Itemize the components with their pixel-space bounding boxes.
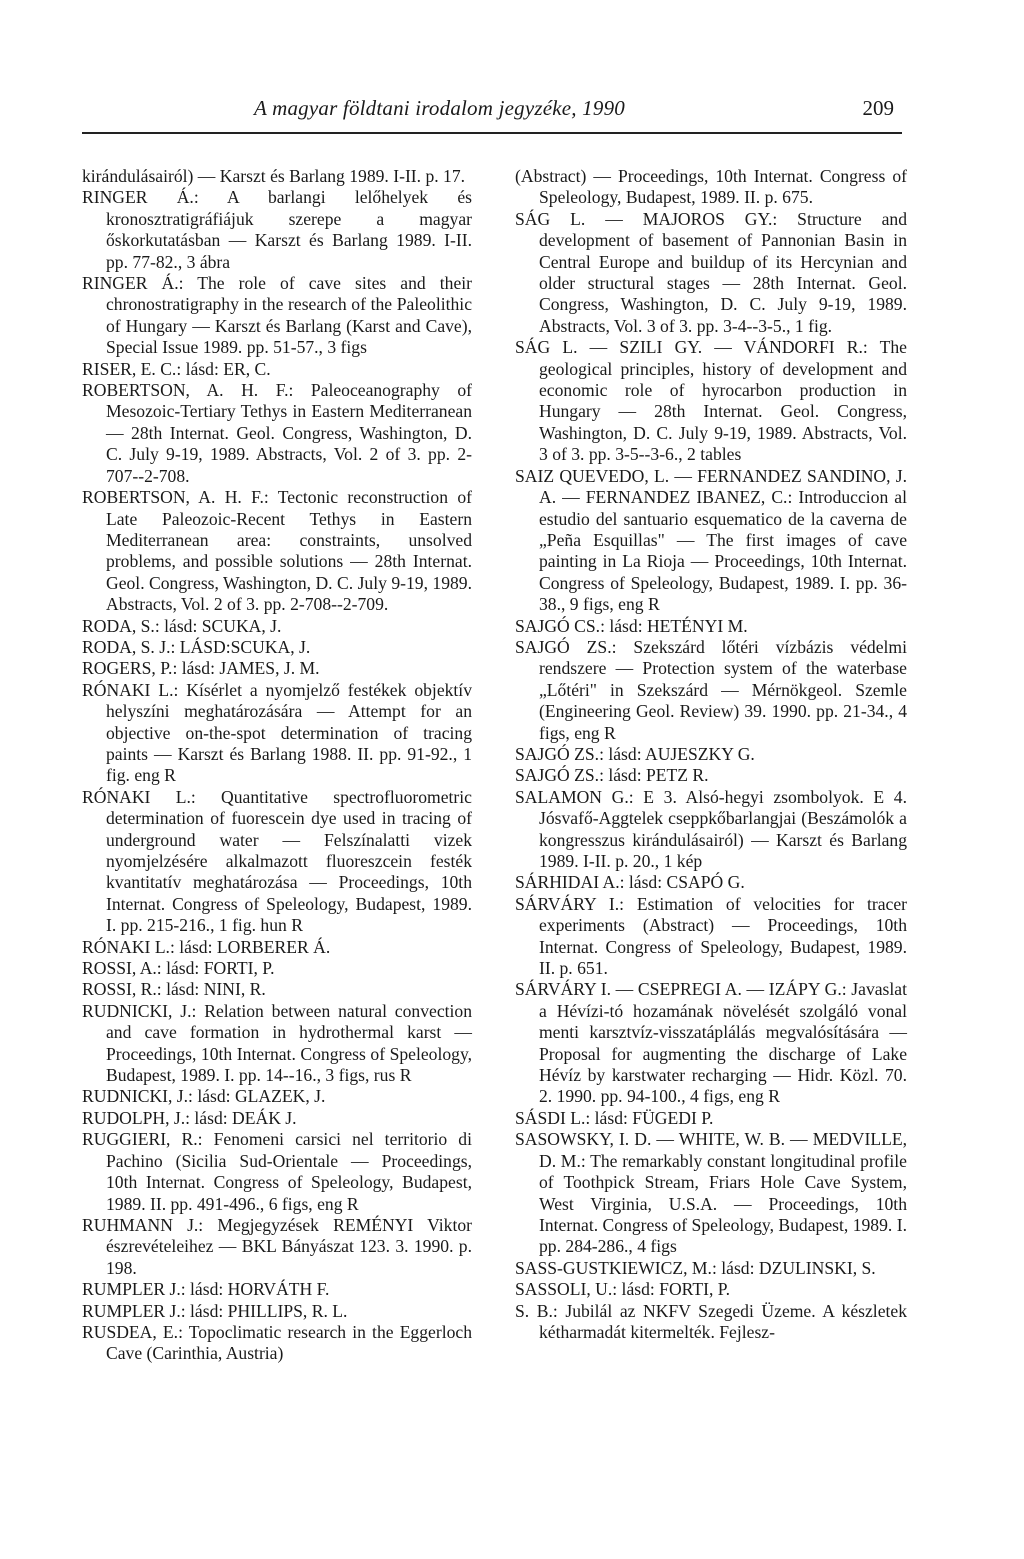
bibliography-entry: RODA, S.: lásd: SCUKA, J. [82, 615, 282, 636]
bibliography-entry: SAJGÓ ZS.: lásd: AUJESZKY G. [515, 743, 755, 764]
page-number: 209 [862, 96, 894, 120]
bibliography-entry: SÁRHIDAI A.: lásd: CSAPÓ G. [515, 872, 745, 893]
bibliography-entry: RUMPLER J.: lásd: HORVÁTH F. [82, 1279, 330, 1300]
left-column [82, 166, 472, 1365]
bibliography-entry: RUDNICKI, J.: lásd: GLAZEK, J. [82, 1086, 326, 1107]
bibliography-entry: RINGER Á.: A barlangi lelőhelyek és kronosztratigráfiájuk szerepe a magyar őskorkutatásban — Karszt és Barlang 1989. I-II. pp. 77-82., 3 ábra [82, 187, 472, 272]
bibliography-entry: RÓNAKI L.: lásd: LORBERER Á. [82, 936, 331, 957]
bibliography-entry: RUGGIERI, R.: Fenomeni carsici nel territorio di Pachino (Sicilia Sud-Orientale — Proceedings, 10th Internat. Congress of Speleology, Budapest, 1989. II. pp. 491-496., 6 figs, eng R [82, 1129, 472, 1214]
bibliography-entry: RUMPLER J.: lásd: PHILLIPS, R. L. [82, 1300, 348, 1321]
bibliography-entry: SAIZ QUEVEDO, L. — FERNANDEZ SANDINO, J. A. — FERNANDEZ IBANEZ, C.: Introduccion al estudio del santuario esquematico de la caverna de „Peña Esquillas" — The first images of cave painting in La Rioja — Proceedings, 10th Internat. Congress of Speleology, Budapest, 1989. I. pp. 36-38., 9 figs, eng R [515, 465, 907, 615]
bibliography-entry: ROGERS, P.: lásd: JAMES, J. M. [82, 658, 320, 679]
bibliography-entry: RISER, E. C.: lásd: ER, C. [82, 358, 271, 379]
bibliography-entry: SAJGÓ CS.: lásd: HETÉNYI M. [515, 615, 748, 636]
bibliography-entry: SÁRVÁRY I.: Estimation of velocities for tracer experiments (Abstract) — Proceedings, 10th Internat. Congress of Speleology, Budapest, 1989. II. p. 651. [515, 893, 907, 979]
bibliography-entry: SASS-GUSTKIEWICZ, M.: lásd: DZULINSKI, S. [515, 1257, 876, 1278]
bibliography-entry: RÓNAKI L.: Kísérlet a nyomjelző festékek objektív helyszíni meghatározására — Attempt for an objective on-the-spot determination of tracing paints — Karszt és Barlang 1988. II. pp. 91-92., 1 fig. eng R [82, 679, 472, 786]
bibliography-entry: S. B.: Jubilál az NKFV Szegedi Üzeme. A készletek kétharmadát kitermelték. Fejlesz- [515, 1300, 907, 1342]
bibliography-entry: SASOWSKY, I. D. — WHITE, W. B. — MEDVILLE, D. M.: The remarkably constant longitudinal profile of Toothpick Stream, Friars Hole Cave System, West Virginia, U.S.A. — Proceedings, 10th Internat. Congress of Speleology, Budapest, 1989. I. pp. 284-286., 4 figs [515, 1129, 907, 1257]
bibliography-entry: ROBERTSON, A. H. F.: Tectonic reconstruction of Late Paleozoic-Recent Tethys in Eastern Mediterranean area: constraints, unsolved problems, and possible solutions — 28th Internat. Geol. Congress, Washington, D. C. July 9-19, 1989. Abstracts, Vol. 2 of 3. pp. 2-708--2-709. [82, 487, 472, 615]
bibliography-entry: SÁG L. — SZILI GY. — VÁNDORFI R.: The geological principles, history of development and economic role of hyrocarbon production in Hungary — 28th Internat. Geol. Congress, Washington, D. C. July 9-19, 1989. Abstracts, Vol. 3 of 3. pp. 3-5--3-6., 2 tables [515, 337, 907, 465]
bibliography-entry: SASSOLI, U.: lásd: FORTI, P. [515, 1279, 730, 1300]
bibliography-entry: RODA, S. J.: LÁSD:SCUKA, J. [82, 636, 311, 657]
bibliography-entry: SÁSDI L.: lásd: FÜGEDI P. [515, 1107, 714, 1128]
journal-title: A magyar földtani irodalom jegyzéke, 1990 [254, 96, 625, 120]
bibliography-entry: ROBERTSON, A. H. F.: Paleoceanography of Mesozoic-Tertiary Tethys in Eastern Mediterranean — 28th Internat. Geol. Congress, Washington, D. C. July 9-19, 1989. Abstracts, Vol. 2 of 3. pp. 2-707--2-708. [82, 380, 472, 486]
bibliography-entry: RUSDEA, E.: Topoclimatic research in the Eggerloch Cave (Carinthia, Austria) [82, 1321, 472, 1364]
bibliography-entry: ROSSI, R.: lásd: NINI, R. [82, 979, 266, 1000]
bibliography-entry: RUHMANN J.: Megjegyzések REMÉNYI Viktor észrevételeihez — BKL Bányászat 123. 3. 1990. p. 198. [82, 1214, 472, 1278]
bibliography-entry: SALAMON G.: E 3. Alsó-hegyi zsombolyok. E 4. Jósvafő-Aggtelek cseppkőbarlangjai (Beszámolók a kongresszus kirándulásairól) — Karszt és Barlang 1989. I-II. p. 20., 1 kép [515, 786, 907, 871]
bibliography-entry: RINGER Á.: The role of cave sites and their chronostratigraphy in the research of the Paleolithic of Hungary — Karszt és Barlang (Karst and Cave), Special Issue 1989. pp. 51-57., 3 figs [82, 273, 472, 358]
bibliography-entry: kirándulásairól) — Karszt és Barlang 1989. I-II. p. 17. [82, 166, 466, 186]
bibliography-entry: SAJGÓ ZS.: lásd: PETZ R. [515, 765, 709, 786]
running-header [82, 92, 902, 134]
bibliography-entry: RUDOLPH, J.: lásd: DEÁK J. [82, 1107, 297, 1128]
bibliography-entry: RÓNAKI L.: Quantitative spectrofluorometric determination of fuorescein dye used in tracing of underground water — Felszínalatti vizek nyomjelzésére alkalmazott fluoreszcein festék kvantitatív meghatározása — Proceedings, 10th Internat. Congress of Speleology, Budapest, 1989. I. pp. 215-216., 1 fig. hun R [82, 786, 472, 936]
bibliography-entry: ROSSI, A.: lásd: FORTI, P. [82, 958, 275, 979]
bibliography-entry: SAJGÓ ZS.: Szekszárd lőtéri vízbázis védelmi rendszere — Protection system of the waterbase „Lőtéri" in Szekszárd — Mérnökgeol. Szemle (Engineering Geol. Review) 39. 1990. pp. 21-34., 4 figs, eng R [515, 636, 907, 743]
right-column [515, 166, 907, 1343]
bibliography-entry: SÁG L. — MAJOROS GY.: Structure and development of basement of Pannonian Basin in Central Europe and buildup of its Hercynian and older structural stages — 28th Internat. Geol. Congress, Washington, D. C. July 9-19, 1989. Abstracts, Vol. 3 of 3. pp. 3-4--3-5., 1 fig. [515, 208, 907, 336]
bibliography-entry: SÁRVÁRY I. — CSEPREGI A. — IZÁPY G.: Javaslat a Hévízi-tó hozamának növelését szolgáló vonal menti karsztvíz-visszatáplálás megvalósítására — Proposal for augmenting the discharge of Lake Hévíz by karstwater recharging — Hidr. Közl. 70. 2. 1990. pp. 94-100., 4 figs, eng R [515, 979, 907, 1107]
bibliography-entry: RUDNICKI, J.: Relation between natural convection and cave formation in hydrothermal karst — Proceedings, 10th Internat. Congress of Speleology, Budapest, 1989. I. pp. 14--16., 3 figs, rus R [82, 1000, 472, 1086]
bibliography-entry: (Abstract) — Proceedings, 10th Internat. Congress of Speleology, Budapest, 1989. II. p. 675. [515, 166, 907, 208]
